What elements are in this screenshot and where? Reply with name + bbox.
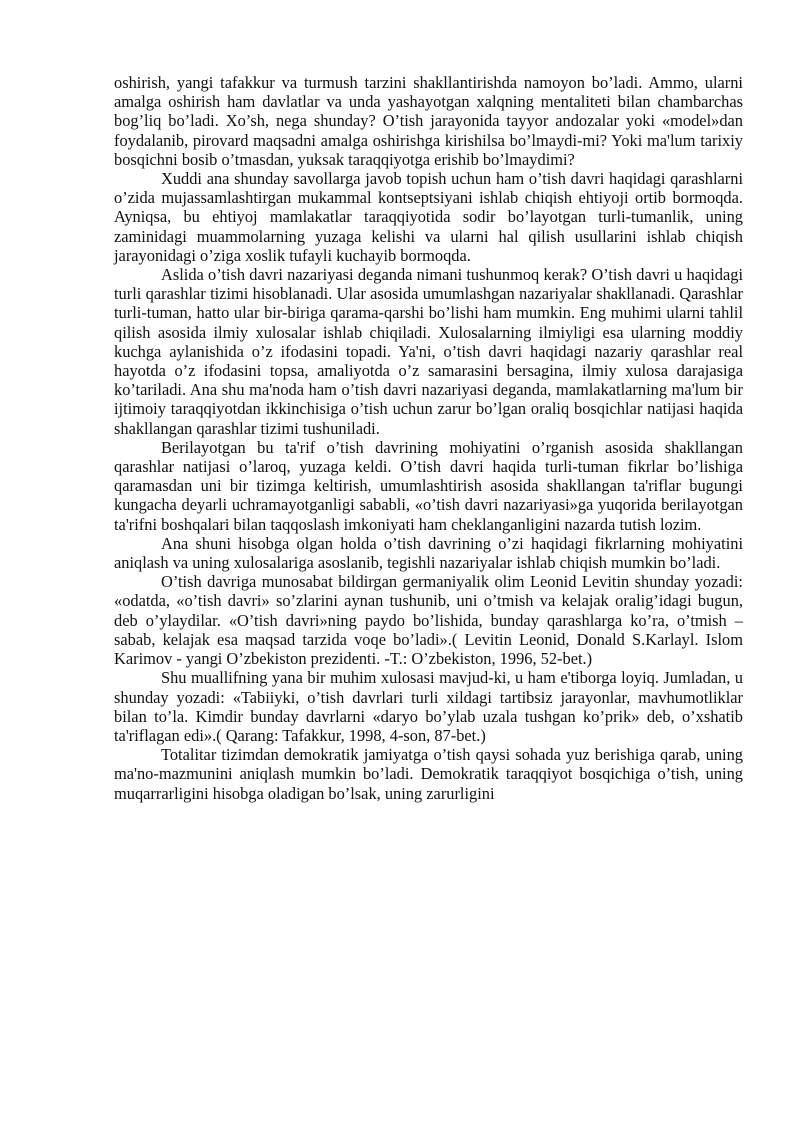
paragraph-2: Xuddi ana shunday savollarga javob topish uchun ham o’tish davri haqidagi qarashlarni o’zida mujassamlashtirgan mukammal kontseptsiyani ishlab chiqish ehtiyoji ortib bormoqda. Ayniqsa, bu ehtiyoj mamlakatlar taraqqiyotida sodir bo’layotgan turli-tumanlik, uning zaminidagi muammolarning yuzaga kelishi va ularni hal qilish usullarini ishlab chiqish jarayonidagi o’ziga xoslik tufayli kuchayib bormoqda. xyxy=(114,169,743,265)
paragraph-6: O’tish davriga munosabat bildirgan germaniyalik olim Leonid Levitin shunday yozadi: «odatda, «o’tish davri» so’zlarini aynan tushunib, uni o’tmish va kelajak oralig’idagi bugun, deb o’ylaydilar. «O’tish davri»ning paydo bo’lishida, bunday qarashlarga ko’ra, o’tmish – sabab, kelajak esa maqsad tarzida voqe bo’ladi».( Levitin Leonid, Donald S.Karlayl. Islom Karimov - yangi O’zbekiston prezidenti. -T.: O’zbekiston, 1996, 52-bet.) xyxy=(114,572,743,669)
paragraph-5: Ana shuni hisobga olgan holda o’tish davrining o’zi haqidagi fikrlarning mohiyatini aniqlash va uning xulosalariga asoslanib, tegishli nazariyalar ishlab chiqish mumkin bo’ladi. xyxy=(114,533,743,573)
paragraph-4: Berilayotgan bu ta'rif o’tish davrining mohiyatini o’rganish asosida shakllangan qarashlar natijasi o’laroq, yuzaga keldi. O’tish davri haqida turli-tuman fikrlar bo’lishiga qaramasdan uni bir tizimga keltirish, umumlashtirish asosida shakllangan ta'riflar bugungi kungacha deyarli uchramayotganligi sababli, «o’tish davri nazariyasi»ga yuqorida berilayotgan ta'rifni boshqalari bilan taqqoslash imkoniyati ham cheklanganligini nazarda tutish lozim. xyxy=(114,437,743,534)
paragraph-1: oshirish, yangi tafakkur va turmush tarzini shakllantirishda namoyon bo’ladi. Ammo, ularni amalga oshirish ham davlatlar va unda yashayotgan xalqning mentaliteti bilan chambarchas bog’liq bo’ladi. Xo’sh, nega shunday? O’tish jarayonida tayyor andozalar yoki «model»dan foydalanib, pirovard maqsadni amalga oshirishga kirishilsa bo’lmaydi-mi? Yoki ma'lum tarixiy bosqichni bosib o’tmasdan, yuksak taraqqiyotga erishib bo’lmaydimi? xyxy=(114,73,743,169)
paragraph-7: Shu muallifning yana bir muhim xulosasi mavjud-ki, u ham e'tiborga loyiq. Jumladan, u shunday yozadi: «Tabiiyki, o’tish davrlari turli xildagi tartibsiz jarayonlar, mavhumotliklar bilan to’la. Kimdir bunday davrlarni «daryo bo’ylab uzala tushgan ko’prik» deb, o’xshatib ta'riflagan edi».( Qarang: Tafakkur, 1998, 4-son, 87-bet.) xyxy=(114,668,743,745)
paragraph-3: Aslida o’tish davri nazariyasi deganda nimani tushunmoq kerak? O’tish davri u haqidagi turli qarashlar tizimi hisoblanadi. Ular asosida umumlashgan nazariyalar shakllanadi. Qarashlar turli-tuman, hatto ular bir-biriga qarama-qarshi bo’lishi ham mumkin. Eng muhimi ularni tahlil qilish asosida ilmiy xulosalar ishlab chiqiladi. Xulosalarning ilmiyligi esa ularning moddiy kuchga aylanishida o’z ifodasini topadi. Ya'ni, o’tish davri haqidagi nazariy qarashlar real hayotda o’z ifodasini topsa, amaliyotda o’z samarasini bersagina, ilmiy xulosa darajasiga ko’tariladi. Ana shu ma'noda ham o’tish davri nazariyasi deganda, mamlakatlarning ma'lum bir ijtimoiy taraqqiyotdan ikkinchisiga o’tish uchun zarur bo’lgan oraliq bosqichlar natijasi haqida shakllangan qarashlar tizimi tushuniladi. xyxy=(114,265,743,438)
paragraph-8: Totalitar tizimdan demokratik jamiyatga o’tish qaysi sohada yuz berishiga qarab, uning ma'no-mazmunini aniqlash mumkin bo’ladi. Demokratik taraqqiyot bosqichiga o’tish, uning muqarrarligini hisobga oladigan bo’lsak, uning zarurligini xyxy=(114,745,743,803)
